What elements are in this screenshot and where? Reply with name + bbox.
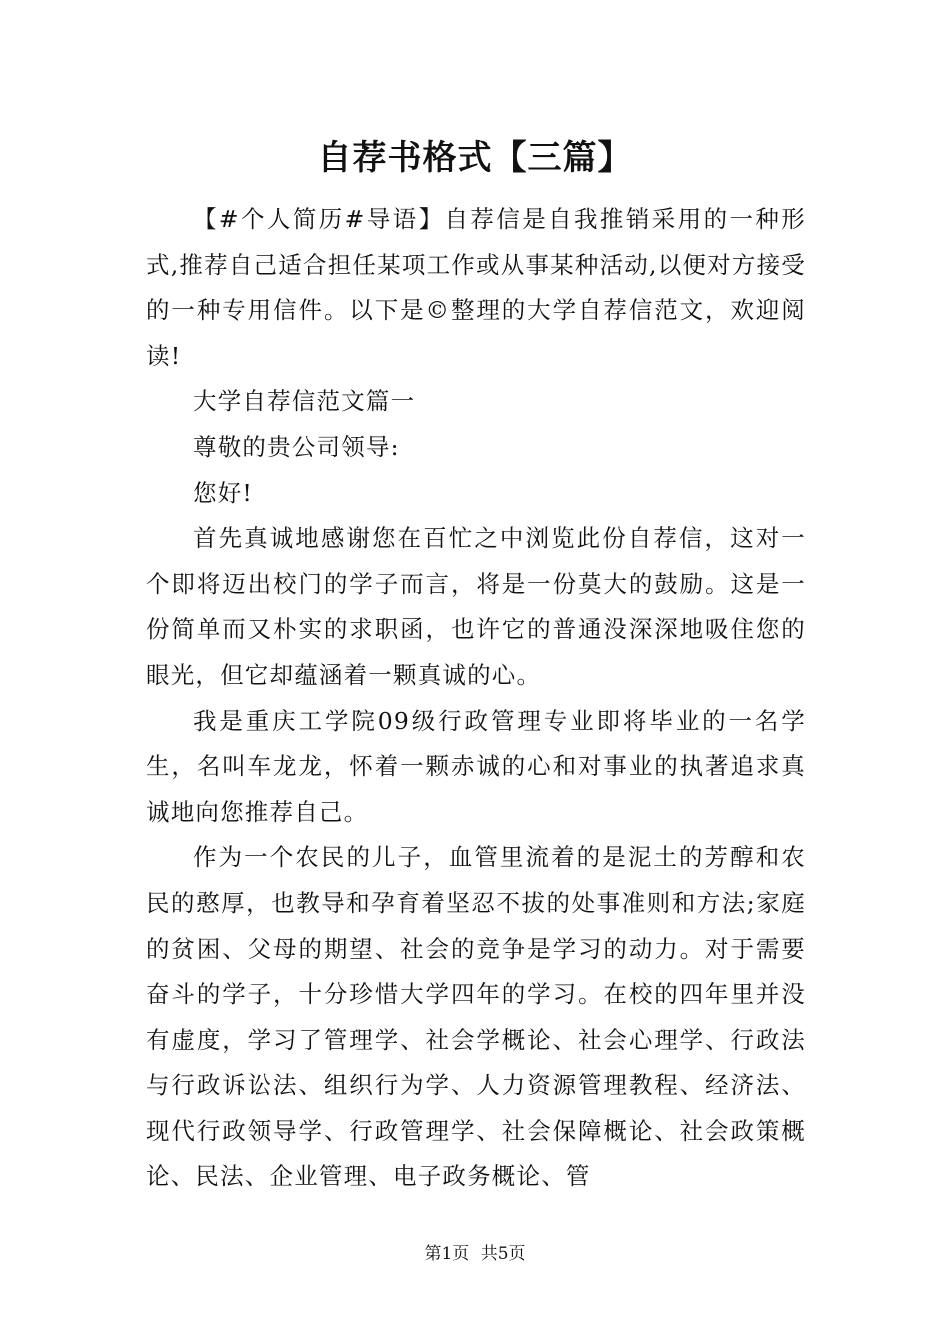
body-paragraph: 首先真诚地感谢您在百忙之中浏览此份自荐信，这对一个即将迈出校门的学子而言，将是一份莫大的鼓励。这是一份简单而又朴实的求职函，也许它的普通没深深地吸住您的眼光，但它却蕴涵着一颗真诚的心。 (146, 524, 806, 689)
body-paragraph: 作为一个农民的儿子，血管里流着的是泥土的芳醇和农民的憨厚，也教导和孕育着坚忍不拔的处事准则和方法;家庭的贫困、父母的期望、社会的竞争是学习的动力。对于需要奋斗的学子，十分珍惜大学四年的学习。在校的四年里并没有虚度，学习了管理学、社会学概论、社会心理学、行政法与行政诉讼法、组织行为学、人力资源管理教程、经济法、现代行政领导学、行政管理学、社会保障概论、社会政策概论、民法、企业管理、电子政务概论、管 (146, 843, 806, 1191)
body-paragraph: 我是重庆工学院09级行政管理专业即将毕业的一名学生，名叫车龙龙，怀着一颗赤诚的心和对事业的执著追求真诚地向您推荐自己。 (146, 706, 806, 826)
page-number-total: 共5页 (480, 1244, 526, 1264)
document-title: 自荐书格式【三篇】 (317, 138, 633, 178)
greeting: 您好! (193, 478, 254, 507)
document-body (146, 197, 806, 1200)
intro-paragraph: 【#个人简历#导语】自荐信是自我推销采用的一种形式,推荐自己适合担任某项工作或从事某种活动,以便对方接受的一种专用信件。以下是©整理的大学自荐信范文，欢迎阅读! (146, 205, 806, 370)
page-number-current: 第1页 (424, 1244, 470, 1264)
page-footer (0, 1242, 950, 1266)
salutation: 尊敬的贵公司领导: (193, 432, 400, 461)
section-heading: 大学自荐信范文篇一 (193, 387, 416, 416)
